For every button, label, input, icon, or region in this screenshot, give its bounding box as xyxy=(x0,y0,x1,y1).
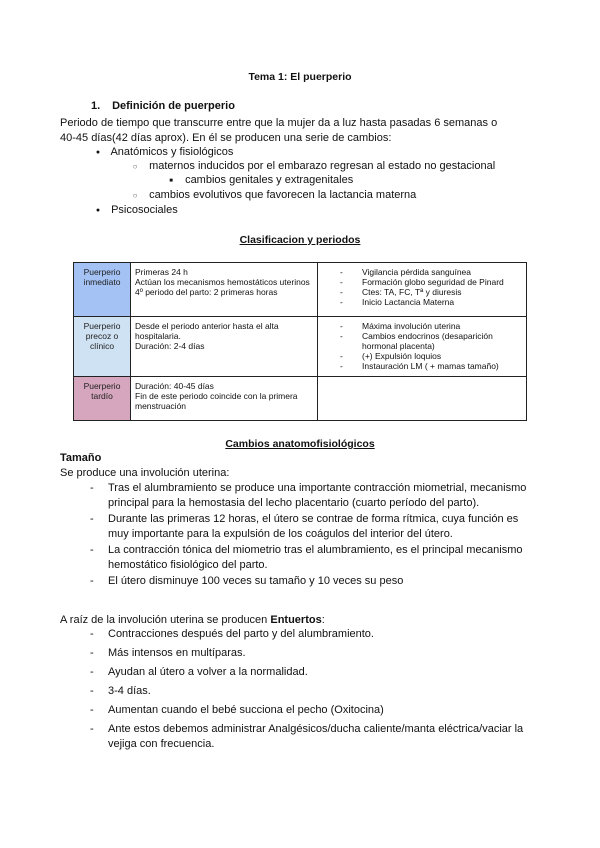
bullet-text: maternos inducidos por el embarazo regresan al estado no gestacional xyxy=(149,160,496,172)
description-line: Fin de este periodo coincide con la primera menstruación xyxy=(135,391,298,411)
period-label: Puerperio tardío xyxy=(74,377,131,421)
table-row xyxy=(74,377,527,421)
entuertos-intro xyxy=(60,612,325,628)
list-item: - Ayudan al útero a volver a la normalidad. xyxy=(90,666,308,678)
bullet-text: cambios genitales y extragenitales xyxy=(185,174,354,186)
list-item-text: Ante estos debemos administrar Analgésicos/ducha caliente/manta eléctrica/vaciar la vejiga con frecuencia. xyxy=(108,723,524,750)
entuertos-term: Entuertos xyxy=(270,614,322,626)
changes-heading: Cambios anatomofisiológicos xyxy=(225,438,375,450)
note-item: - Instauración LM ( + mamas tamaño) xyxy=(340,361,522,371)
period-notes xyxy=(318,263,527,317)
list-item-text: Tras el alumbramiento se produce una importante contracción miometrial, mecanismo principal para la hemostasia del lecho placentario (cuarto período del parto). xyxy=(108,482,527,509)
bullet-circle-icon: ○ xyxy=(132,162,138,171)
note-item: - Ctes: TA, FC, Tª y diuresis xyxy=(340,287,522,297)
period-notes xyxy=(318,317,527,377)
list-item-text: Más intensos en multíparas. xyxy=(108,647,246,659)
note-item: - Máxima involución uterina xyxy=(340,321,522,331)
changes-intro: Se produce una involución uterina: xyxy=(60,467,230,479)
bullet-disc-icon: ● xyxy=(95,149,101,156)
note-item: - Formación globo seguridad de Pinard xyxy=(340,277,522,287)
document-title: Tema 1: El puerperio xyxy=(248,71,352,83)
list-item: - La contracción tónica del miometrio tras el alumbramiento, es el principal mecanismo hemostático fisiológico del parto. xyxy=(90,544,523,571)
bullet-item xyxy=(88,202,178,219)
list-item: - Contracciones después del parto y del alumbramiento. xyxy=(90,628,374,640)
period-description xyxy=(131,317,318,377)
note-item: - Cambios endocrinos (desaparición hormonal placenta) xyxy=(340,331,522,351)
period-label: Puerperio precoz o clínico xyxy=(74,317,131,377)
bullet-circle-icon: ○ xyxy=(132,191,138,200)
classification-table xyxy=(73,262,527,421)
bullet-disc-icon: ● xyxy=(95,207,101,214)
section-number: 1. xyxy=(91,100,101,112)
entuertos-list xyxy=(90,627,528,752)
list-item: - Aumentan cuando el bebé succiona el pecho (Oxitocina) xyxy=(90,704,384,716)
section-heading-text: Definición de puerperio xyxy=(112,100,235,112)
period-notes xyxy=(318,377,527,421)
entuertos-intro-suffix: : xyxy=(321,614,325,626)
note-item: - Vigilancia pérdida sanguínea xyxy=(340,267,522,277)
changes-subheading: Tamaño xyxy=(60,452,102,464)
list-item: - 3-4 días. xyxy=(90,685,151,697)
list-item-text: La contracción tónica del miometrio tras el alumbramiento, es el principal mecanismo hemostático fisiológico del parto. xyxy=(108,544,523,571)
definition-paragraph-line2: 40-45 días(42 días aprox). En él se producen una serie de cambios: xyxy=(60,132,392,144)
table-row xyxy=(74,263,527,317)
note-item: - Inicio Lactancia Materna xyxy=(340,297,522,307)
list-item-text: El útero disminuye 100 veces su tamaño y 10 veces su peso xyxy=(108,575,404,587)
bullet-text: Anatómicos y fisiológicos xyxy=(110,146,234,158)
entuertos-intro-prefix: A raíz de la involución uterina se producen xyxy=(60,614,271,626)
list-item: - Más intensos en multíparas. xyxy=(90,647,246,659)
period-description xyxy=(131,263,318,317)
section-heading-definicion xyxy=(91,100,235,112)
list-item-text: Aumentan cuando el bebé succiona el pecho (Oxitocina) xyxy=(108,704,384,716)
list-item-text: 3-4 días. xyxy=(108,685,151,697)
list-item-text: Contracciones después del parto y del alumbramiento. xyxy=(108,628,374,640)
definition-paragraph-line1: Periodo de tiempo que transcurre entre que la mujer da a luz hasta pasadas 6 semanas o xyxy=(60,117,498,129)
classification-heading: Clasificacion y periodos xyxy=(239,234,361,246)
description-line: Primeras 24 h xyxy=(135,267,188,277)
period-description xyxy=(131,377,318,421)
list-item: - El útero disminuye 100 veces su tamaño y 10 veces su peso xyxy=(90,575,404,587)
list-item: - Ante estos debemos administrar Analgésicos/ducha caliente/manta eléctrica/vaciar la vejiga con frecuencia. xyxy=(90,723,524,750)
list-item-text: Durante las primeras 12 horas, el útero se contrae de forma rítmica, cuya función es muy importante para la expulsión de los coágulos del interior del útero. xyxy=(108,513,519,540)
list-item-text: Ayudan al útero a volver a la normalidad. xyxy=(108,666,308,678)
involution-list xyxy=(90,481,528,589)
note-item: - (+) Expulsión loquios xyxy=(340,351,522,361)
bullet-square-icon: ■ xyxy=(169,178,173,184)
bullet-text: Psicosociales xyxy=(111,204,178,216)
description-line: Desde el periodo anterior hasta el alta hospitalaria. xyxy=(135,321,279,341)
period-label: Puerperio inmediato xyxy=(74,263,131,317)
list-item: - Tras el alumbramiento se produce una importante contracción miometrial, mecanismo principal para la hemostasia del lecho placentario (cuarto período del parto). xyxy=(90,482,527,509)
description-line: 4º periodo del parto: 2 primeras horas xyxy=(135,287,278,297)
description-line: Duración: 2-4 días xyxy=(135,341,205,351)
description-line: Actúan los mecanismos hemostáticos uterinos xyxy=(135,277,310,287)
bullet-text: cambios evolutivos que favorecen la lactancia materna xyxy=(149,189,417,201)
list-item: - Durante las primeras 12 horas, el útero se contrae de forma rítmica, cuya función es muy importante para la expulsión de los coágulos del interior del útero. xyxy=(90,513,519,540)
table-row xyxy=(74,317,527,377)
description-line: Duración: 40-45 días xyxy=(135,381,214,391)
